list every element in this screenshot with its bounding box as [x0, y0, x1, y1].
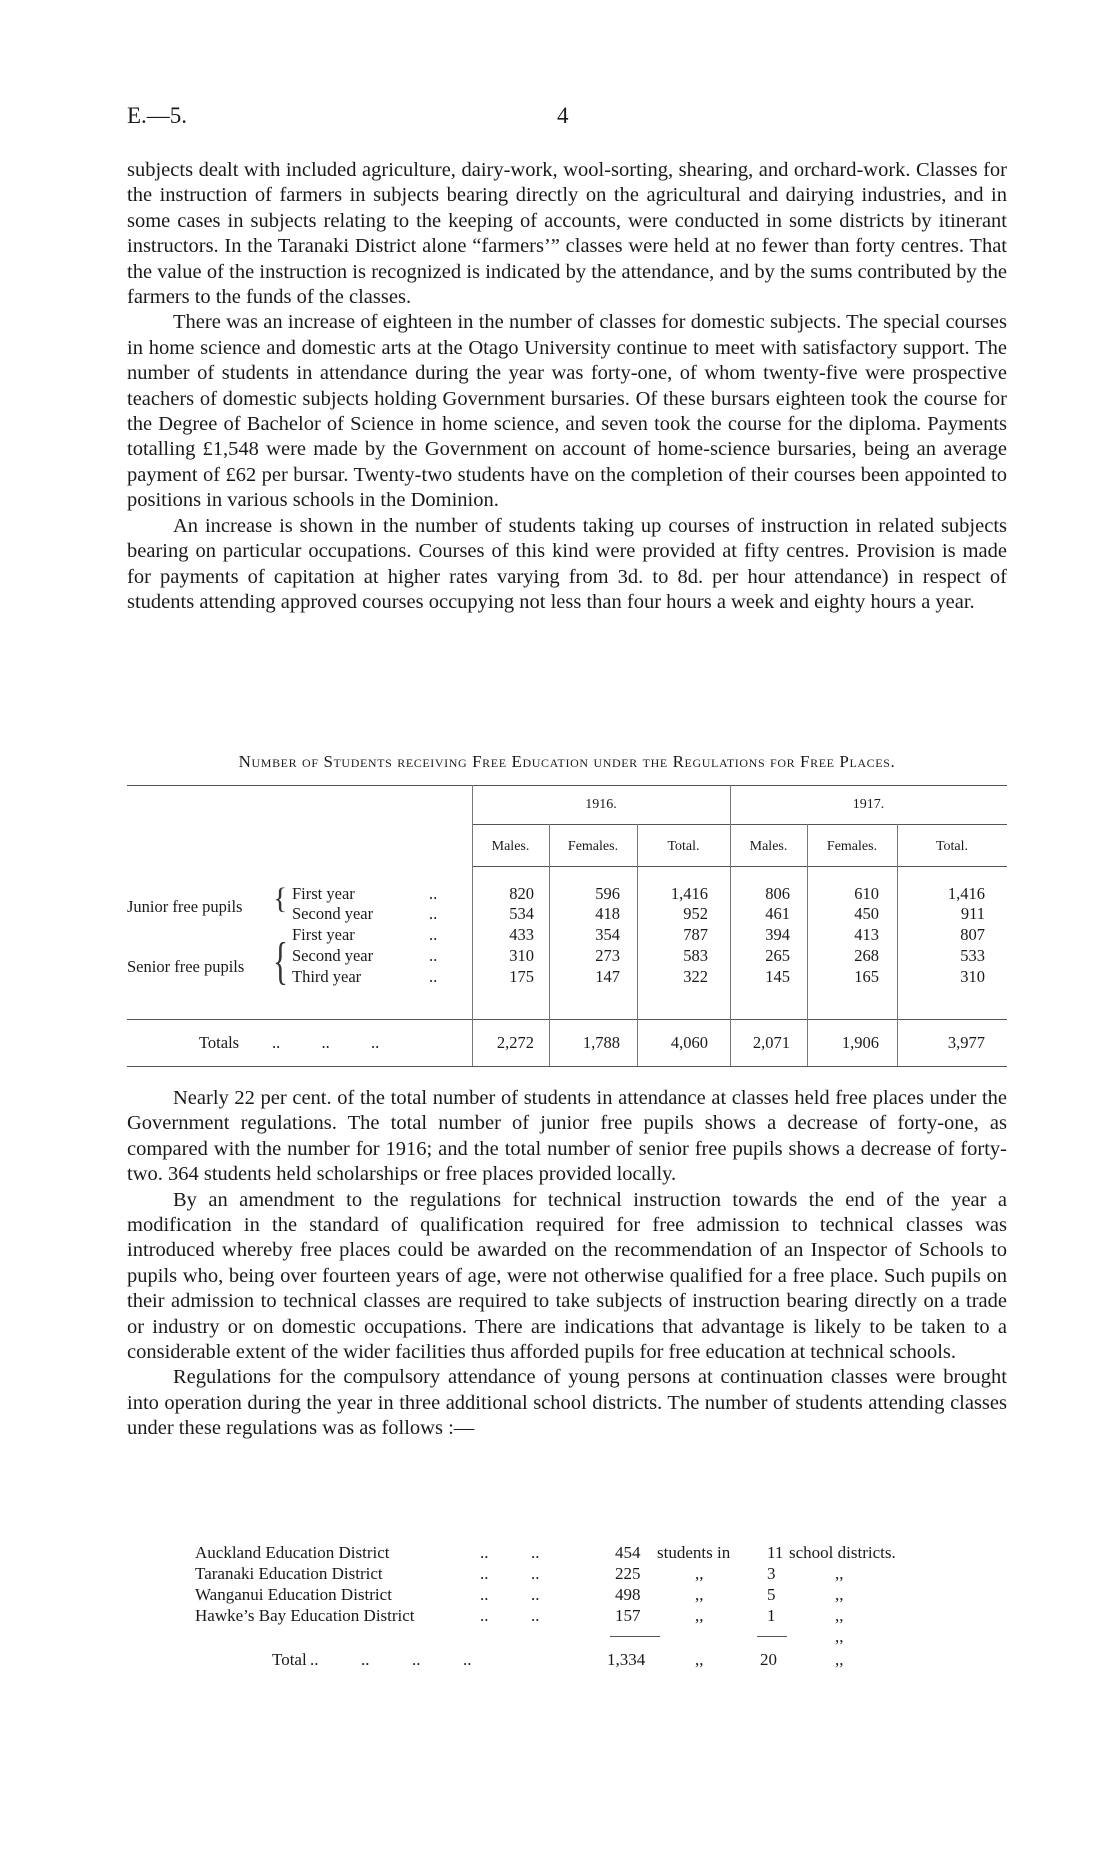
ditto-mark: ,, [835, 1606, 844, 1625]
table-cell: 394 [765, 925, 790, 944]
district-name: Wanganui Education District [195, 1585, 392, 1604]
district-list [195, 1542, 995, 1670]
table-cell: 820 [509, 884, 534, 903]
row-label: Second year [292, 946, 374, 965]
totals-cell: 2,272 [496, 1033, 534, 1052]
ditto-mark: ,, [695, 1606, 704, 1625]
district-count: 20 [760, 1650, 777, 1669]
brace: { [273, 933, 288, 990]
ditto-mark: ,, [695, 1650, 704, 1669]
leader-dots: .. .. [480, 1543, 540, 1562]
group-label-junior: Junior free pupils [127, 897, 243, 916]
column-header: Females. [567, 839, 619, 854]
row-label: Second year [292, 904, 374, 923]
table-cell: 413 [854, 925, 879, 944]
district-count: 1 [767, 1606, 776, 1625]
totals-cell: 1,788 [582, 1033, 620, 1052]
table-title: Number of Students receiving Free Education under the Regulations for Free Places. [238, 752, 896, 771]
table-cell: 433 [509, 925, 534, 944]
district-name: Taranaki Education District [195, 1564, 383, 1583]
table-rule [472, 866, 1007, 867]
totals-label: Totals [199, 1033, 240, 1052]
totals-cell: 4,060 [670, 1033, 708, 1052]
paragraph: By an amendment to the regulations for technical instruction towards the end of the year a modification in the standard of qualification required for free admission to technical classes was introduced whereby free places could be awarded on the recommendation of an Inspector of Schools to pupils who, being over fourteen years of age, were not otherwise qualified for a free place. Such pupils on their admission to technical classes are required to take subjects of instruction bearing directly on a trade or industry or on domestic occupations. There are indications that advantage is likely to be taken to a considerable extent of the wider facilities thus afforded pupils for free education at technical schools. [127, 1188, 1007, 1364]
leader-dots: .. [429, 925, 438, 944]
page-header [127, 103, 987, 133]
report-reference: E.—5. [127, 103, 188, 128]
table-cell: 310 [509, 946, 534, 965]
table-cell: 450 [854, 904, 879, 923]
ditto-mark: ,, [835, 1650, 844, 1669]
table-cell: 268 [854, 946, 879, 965]
leader-dots: .. [429, 884, 438, 903]
table-cell: 911 [960, 904, 985, 923]
district-count: 11 [767, 1543, 784, 1562]
ditto-mark: ,, [695, 1585, 704, 1604]
body-text-lower [127, 1086, 1007, 1442]
total-label: Total [272, 1650, 307, 1669]
brace: { [273, 882, 288, 915]
column-header: Males. [749, 839, 788, 854]
table-cell: 807 [960, 925, 985, 944]
table-cell: 461 [765, 904, 790, 923]
table-cell: 147 [595, 967, 620, 986]
district-count: 5 [767, 1585, 776, 1604]
leader-dots: .. .. .. [272, 1033, 380, 1052]
table-cell: 610 [854, 884, 879, 903]
sum-rule [610, 1636, 660, 1637]
table-rule [127, 1066, 1007, 1067]
list-item [195, 1584, 995, 1605]
table-rule [472, 824, 1007, 825]
paragraph: subjects dealt with included agriculture, dairy-work, wool-sorting, shearing, and orchard-work. Classes for the instruction of farmers in subjects bearing directly on the agricultural and dairying industries, and in some cases in subjects relating to the keeping of accounts, were conducted in some districts by itinerant instructors. In the Taranaki District alone “farmers’” classes were held at no fewer than forty centres. That the value of the instruction is recognized is indicated by the attendance, and by the sums contributed by the farmers to the funds of the classes. [127, 159, 1007, 309]
leader-dots: .. [429, 946, 438, 965]
unit-label: school districts. [789, 1543, 896, 1562]
table-rule [807, 824, 808, 1066]
table-cell: 310 [960, 967, 985, 986]
list-item [195, 1563, 995, 1584]
table-cell: 806 [765, 884, 790, 903]
table-cell: 583 [683, 946, 708, 965]
paragraph: An increase is shown in the number of students taking up courses of instruction in related subjects bearing on particular occupations. Courses of this kind were provided at fifty centres. Provision is made for payments of capitation at higher rates varying from 3d. to 8d. per hour attendance) in respect of students attending approved courses occupying not less than four hours a week and eighty hours a year. [127, 514, 1007, 613]
ditto-mark: ,, [835, 1627, 844, 1646]
sum-rule [757, 1636, 787, 1637]
table-cell: 952 [683, 904, 708, 923]
leader-dots: .. .. [480, 1585, 540, 1604]
totals-cell: 1,906 [841, 1033, 879, 1052]
table-rule [549, 824, 550, 1066]
district-count: 3 [767, 1564, 776, 1583]
table-cell: 322 [683, 967, 708, 986]
list-total [195, 1649, 995, 1670]
student-count: 498 [615, 1585, 641, 1604]
table-cell: 354 [595, 925, 620, 944]
year-header: 1916. [585, 797, 617, 812]
table-cell: 1,416 [947, 884, 985, 903]
column-header: Females. [826, 839, 878, 854]
unit-label: students in [657, 1543, 731, 1562]
leader-dots: .. [429, 904, 438, 923]
table-rule [637, 824, 638, 1066]
page-number: 4 [557, 103, 569, 128]
district-name: Auckland Education District [195, 1543, 390, 1562]
row-label: First year [292, 884, 355, 903]
row-label: First year [292, 925, 355, 944]
leader-dots: .. [429, 967, 438, 986]
student-count: 454 [615, 1543, 641, 1562]
group-label-senior: Senior free pupils [127, 957, 245, 976]
paragraph: Regulations for the compulsory attendance of young persons at continuation classes were brought into operation during the year in three additional school districts. The number of students attending classes under these regulations was as follows :— [127, 1366, 1007, 1440]
student-count: 157 [615, 1606, 641, 1625]
totals-cell: 3,977 [947, 1033, 985, 1052]
column-header: Total. [935, 839, 969, 854]
list-item [195, 1542, 995, 1563]
table-cell: 1,416 [670, 884, 708, 903]
table-cell: 145 [765, 967, 790, 986]
leader-dots: .. .. [480, 1606, 540, 1625]
year-header: 1917. [852, 797, 885, 812]
table-cell: 265 [765, 946, 790, 965]
list-rule-row [195, 1626, 995, 1647]
table-cell: 165 [854, 967, 879, 986]
free-places-table [127, 783, 1007, 1103]
table-cell: 533 [960, 946, 985, 965]
table-cell: 273 [595, 946, 620, 965]
list-item [195, 1605, 995, 1626]
ditto-mark: ,, [835, 1564, 844, 1583]
ditto-mark: ,, [695, 1564, 704, 1583]
table-rule [897, 824, 898, 1066]
table-cell: 787 [683, 925, 708, 944]
paragraph: There was an increase of eighteen in the number of classes for domestic subjects. The special courses in home science and domestic arts at the Otago University continue to meet with satisfactory support. The number of students in attendance during the year was forty-one, of whom twenty-five were prospective teachers of domestic subjects holding Government bursaries. Of these bursars eighteen took the course for the Degree of Bachelor of Science in home science, and seven took the course for the diploma. Payments totalling £1,548 were made by the Government on account of home-science bursaries, being an average payment of £62 per bursar. Twenty-two students have on the completion of their courses been appointed to positions in various schools in the Dominion. [127, 311, 1007, 512]
student-count: 225 [615, 1564, 641, 1583]
leader-dots: .. .. [480, 1564, 540, 1583]
table-rule [127, 785, 1007, 786]
table-rule [127, 1019, 1007, 1020]
column-header: Males. [491, 839, 530, 854]
row-label: Third year [292, 967, 362, 986]
totals-cell: 2,071 [752, 1033, 790, 1052]
student-count: 1,334 [607, 1650, 646, 1669]
table-cell: 596 [595, 884, 620, 903]
column-header: Total. [667, 839, 700, 854]
paragraph: Nearly 22 per cent. of the total number of students in attendance at classes held free places under the Government regulations. The total number of junior free pupils shows a decrease of forty-one, as compared with the number for 1916; and the total number of senior free pupils shows a decrease of forty-two. 364 students held scholarships or free places provided locally. [127, 1087, 1007, 1186]
ditto-mark: ,, [835, 1585, 844, 1604]
district-name: Hawke’s Bay Education District [195, 1606, 415, 1625]
body-text-upper [127, 158, 1007, 615]
table-cell: 175 [509, 967, 534, 986]
table-cell: 534 [509, 904, 534, 923]
table-cell: 418 [595, 904, 620, 923]
leader-dots: .. .. .. .. [310, 1650, 472, 1669]
